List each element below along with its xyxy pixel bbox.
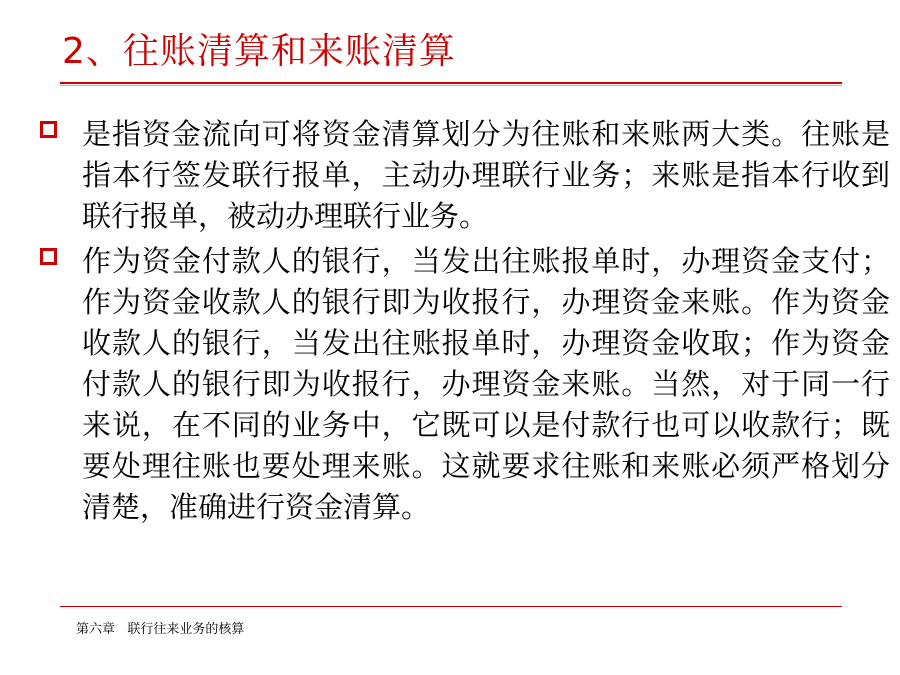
hollow-square-bullet-icon	[40, 121, 57, 138]
bullet-item	[38, 114, 890, 237]
title-divider-shadow	[60, 85, 842, 86]
slide-title: 2、往账清算和来账清算	[62, 31, 456, 72]
title-divider	[60, 82, 842, 84]
bullet-item	[38, 241, 890, 528]
bullet-text: 作为资金付款人的银行，当发出往账报单时，办理资金支付；作为资金收款人的银行即为收报行，办理资金来账。作为资金收款人的银行，当发出往账报单时，办理资金收取；作为资金付款人的银行即为收报行，办理资金来账。当然，对于同一行来说，在不同的业务中，它既可以是付款行也可以收款行；既要处理往账也要处理来账。这就要求往账和来账必须严格划分清楚，准确进行资金清算。	[82, 244, 890, 524]
slide-body	[38, 114, 890, 532]
footer-divider	[60, 606, 842, 607]
bullet-text: 是指资金流向可将资金清算划分为往账和来账两大类。往账是指本行签发联行报单，主动办理联行业务；来账是指本行收到联行报单，被动办理联行业务。	[82, 117, 890, 233]
footer-chapter-label: 第六章 联行往来业务的核算	[76, 622, 245, 637]
hollow-square-bullet-icon	[40, 248, 57, 265]
